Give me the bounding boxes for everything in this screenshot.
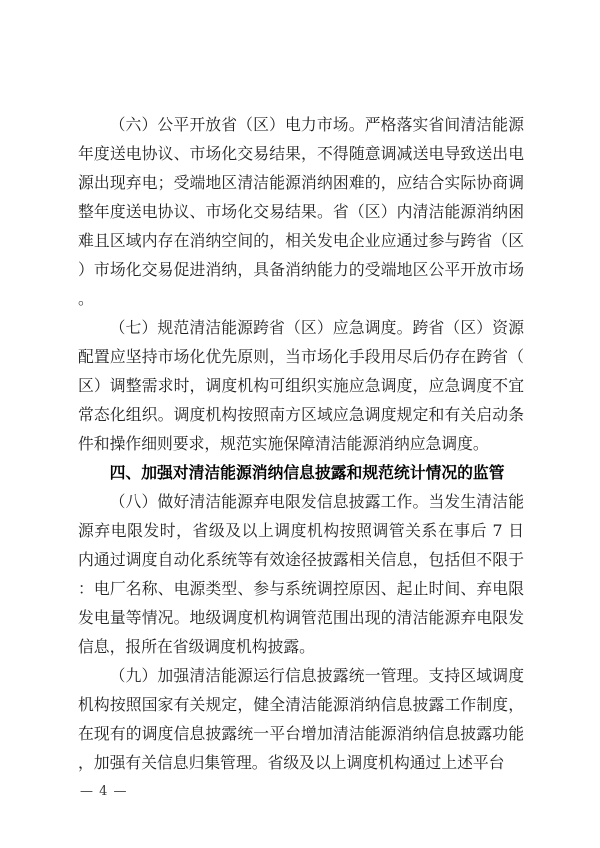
section-heading: 四、加强对清洁能源消纳信息披露和规范统计情况的监管 (109, 463, 505, 482)
paragraph-item-9: （九）加强清洁能源运行信息披露统一管理。支持区域调度机构按照国家有关规定，健全清洁能源消纳信息披露工作制度，在现有的调度信息披露统一平台增加清洁能源消纳信息披露功能，加强有关信息归集管理。省级及以上调度机构通过上述平台 (78, 666, 524, 772)
paragraph-item-7: （七）规范清洁能源跨省（区）应急调度。跨省（区）资源配置应坚持市场化优先原则，当市场化手段用尽后仍存在跨省（区）调整需求时，调度机构可组织实施应急调度，应急调度不宜常态化组织。调度机构按照南方区域应急调度规定和有关启动条件和操作细则要求，规范实施保障清洁能源消纳应急调度。 (78, 318, 524, 453)
page-number: — 4 — (80, 784, 128, 799)
document-body (78, 110, 524, 777)
paragraph-item-6: （六）公平开放省（区）电力市场。严格落实省间清洁能源年度送电协议、市场化交易结果，不得随意调减送电导致送出电源出现弃电；受端地区清洁能源消纳困难的，应结合实际协商调整年度送电协议、市场化交易结果。省（区）内清洁能源消纳困难且区域内存在消纳空间的，相关发电企业应通过参与跨省（区）市场化交易促进消纳，具备消纳能力的受端地区公平开放市场。 (78, 115, 524, 308)
paragraph-item-8: （八）做好清洁能源弃电限发信息披露工作。当发生清洁能源弃电限发时，省级及以上调度机构按照调管关系在事后 7 日内通过调度自动化系统等有效途径披露相关信息，包括但不限于：电厂名称、电源类型、参与系统调控原因、起止时间、弃电限发电量等情况。地级调度机构调管范围出现的清洁能源弃电限发信息，报所在省级调度机构披露。 (78, 492, 524, 656)
